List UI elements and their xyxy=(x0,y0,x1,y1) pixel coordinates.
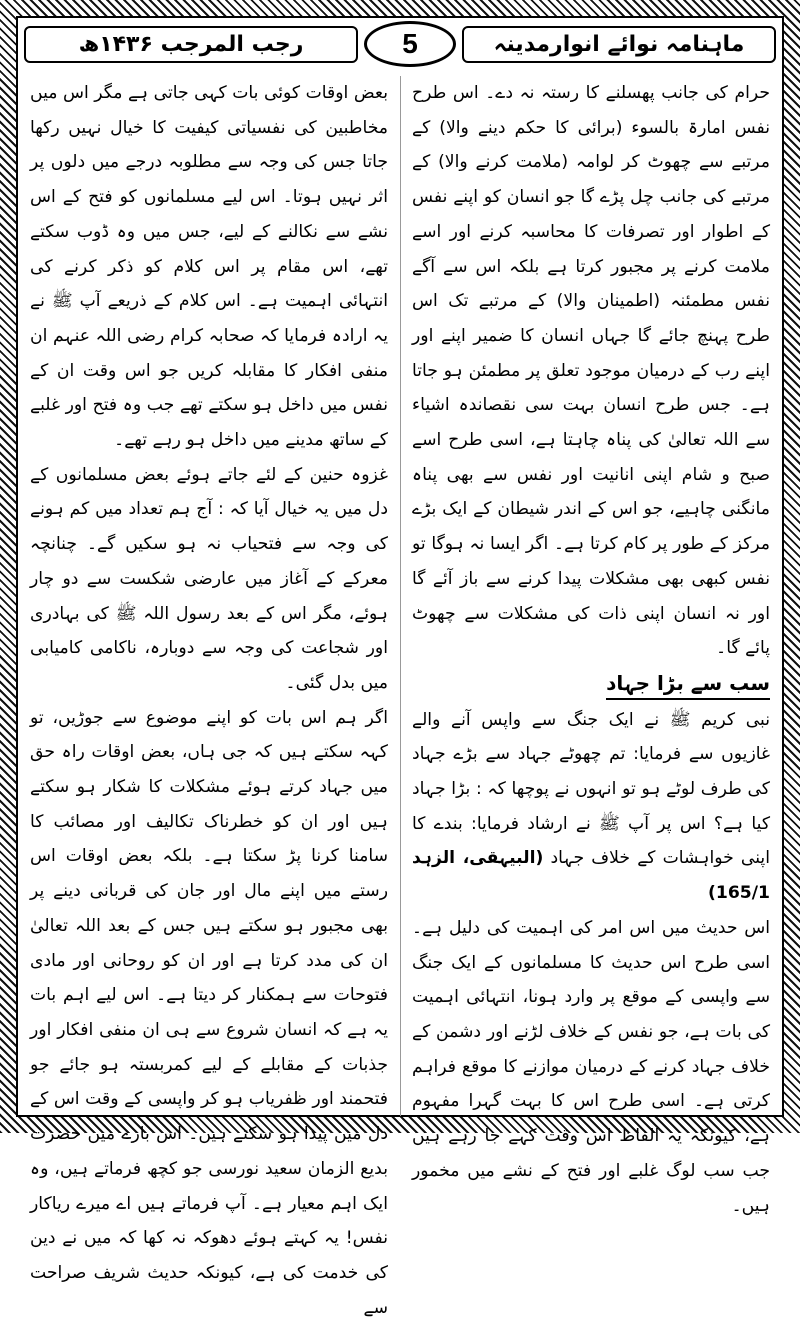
paragraph xyxy=(412,703,770,911)
column-divider xyxy=(400,76,401,1116)
right-column xyxy=(412,76,770,1216)
left-column xyxy=(30,76,388,1318)
paragraph: غزوہ حنین کے لئے جاتے ہوئے بعض مسلمانوں کے دل میں یہ خیال آیا کہ : آج ہم تعداد میں کم ہونے کی وجہ سے فتحیاب نہ ہو سکیں گے۔ چنانچہ معرکے کے آغاز میں عارضی شکست سے دو چار ہوئے، مگر اس کے بعد رسول اللہ ﷺ کی بہادری اور شجاعت کی وجہ سے دوبارہ، ناکامی کامیابی میں بدل گئی۔ xyxy=(30,464,388,693)
paragraph: حرام کی جانب پھسلنے کا رستہ نہ دے۔ اس طرح نفس امارۃ بالسوء (برائی کا حکم دینے والا) کے مرتبے سے چھوٹ کر لوامہ (ملامت کرنے والا) کے مرتبے کی جانب چل پڑے گا جو انسان کو اپنے نفس کے اطوار اور تصرفات کا محاسبہ کرنے اور اسے ملامت کرنے پر مجبور کرتا ہے بلکہ اس سے آگے نفس مطمئنہ (اطمینان والا) کے مرتبے تک اس طرح پہنچ جائے گا جہاں انسان کا ضمیر اپنے اور اپنے رب کے درمیان موجود تعلق پر مطمئن ہو جاتا ہے۔ جس طرح انسان بہت سی نقصاندہ اشیاء سے اللہ تعالیٰ کی پناہ چاہتا ہے، اسی طرح اسے صبح و شام اپنی انانیت اور نفس سے بھی پناہ مانگنی چاہیے، جو اس کے اندر شیطان کے ایک بڑے مرکز کے طور پر کام کرتا ہے۔ اگر ایسا نہ ہوگا تو نفس کبھی بھی مشکلات پیدا کرنے سے باز آئے گا اور نہ انسان اپنی ذات کی مشکلات سے چھوٹ پائے گا۔ xyxy=(412,83,770,659)
paragraph: اگر ہم اس بات کو اپنے موضوع سے جوڑیں، تو کہہ سکتے ہیں کہ جی ہاں، بعض اوقات راہ حق میں جہاد کرتے ہوئے مشکلات کا شکار ہو سکتے ہیں اور ان کو خطرناک تکالیف اور مصائب کا سامنا کرنا پڑ سکتا ہے۔ بلکہ بعض اوقات اس رستے میں اپنے مال اور جان کی قربانی دینے پر بھی مجبور ہو سکتے ہیں جس کے بعد اللہ تعالیٰ ان کی مدد کرتا ہے اور ان کو روحانی اور مادی فتوحات سے ہمکنار کر دیتا ہے۔ اس لیے اہم بات یہ ہے کہ انسان شروع سے ہی ان منفی افکار اور جذبات کے مقابلے کے لیے کمربستہ ہو جائے جو فتحمند اور ظفریاب ہو کر واپسی کے وقت اس کے دل میں پیدا ہو سکتے ہیں۔ اس بارے میں حضرت بدیع الزمان سعید نورسی جو کچھ فرماتے ہیں، وہ ایک اہم معیار ہے۔ آپ فرماتے ہیں اے میرے ریاکار نفس! یہ کہتے ہوئے دھوکہ نہ کھا کہ میں نے دین کی خدمت کی ہے، کیونکہ حدیث شریف صراحت سے xyxy=(30,707,388,1318)
issue-date: رجب المرجب ۱۴۳۶ھ xyxy=(24,26,358,63)
reference: (البیہقی، الزہد 165/1) xyxy=(412,848,770,904)
magazine-title: ماہنامہ نوائے انوارمدینہ xyxy=(462,26,776,63)
page-header xyxy=(24,24,776,64)
page-number: 5 xyxy=(364,21,456,67)
paragraph: اس حدیث میں اس امر کی اہمیت کی دلیل ہے۔ اسی طرح اس حدیث کا مسلمانوں کے ایک جنگ سے واپسی کے موقع پر وارد ہونا، انتہائی اہمیت کی بات ہے، جو نفس کے خلاف لڑنے اور دشمن کے خلاف جہاد کرنے کے درمیان موازنے کا موقع فراہم کرتی ہے۔ اسی طرح اس کا بہت گہرا مفہوم ہے، کیونکہ یہ الفاظ اس وقت کہے جا رہے ہیں جب سب لوگ غلبے اور فتح کے نشے میں مخمور ہیں۔ xyxy=(412,917,770,1216)
paragraph: بعض اوقات کوئی بات کہی جاتی ہے مگر اس میں مخاطبین کی نفسیاتی کیفیت کا خیال نہیں رکھا جاتا جس کی وجہ سے مطلوبہ درجے میں دلوں پر اثر نہیں ہوتا۔ اس لیے مسلمانوں کو فتح کے اس نشے سے نکالنے کے لیے، جس میں وہ ڈوب سکتے تھے، اس مقام پر اس کلام کو ذکر کرنے کی انتہائی اہمیت ہے۔ اس کلام کے ذریعے آپ ﷺ نے یہ ارادہ فرمایا کہ صحابہ کرام رضی اللہ عنہم ان منفی افکار کا مقابلہ کریں جو اس وقت ان کے نفس میں داخل ہو سکتے تھے جب وہ فتح اور غلبے کے ساتھ مدینے میں داخل ہو رہے تھے۔ xyxy=(30,83,388,451)
section-heading: سب سے بڑا جہاد xyxy=(606,668,770,700)
paragraph-text: نبی کریم ﷺ نے ایک جنگ سے واپس آنے والے غازیوں سے فرمایا: تم چھوٹے جہاد سے بڑے جہاد کی طرف لوٹے ہو تو انہوں نے پوچھا کہ : بڑا جہاد کیا ہے؟ اس پر آپ ﷺ نے ارشاد فرمایا: بندے کا اپنی خواہشات کے خلاف جہاد xyxy=(412,709,770,869)
